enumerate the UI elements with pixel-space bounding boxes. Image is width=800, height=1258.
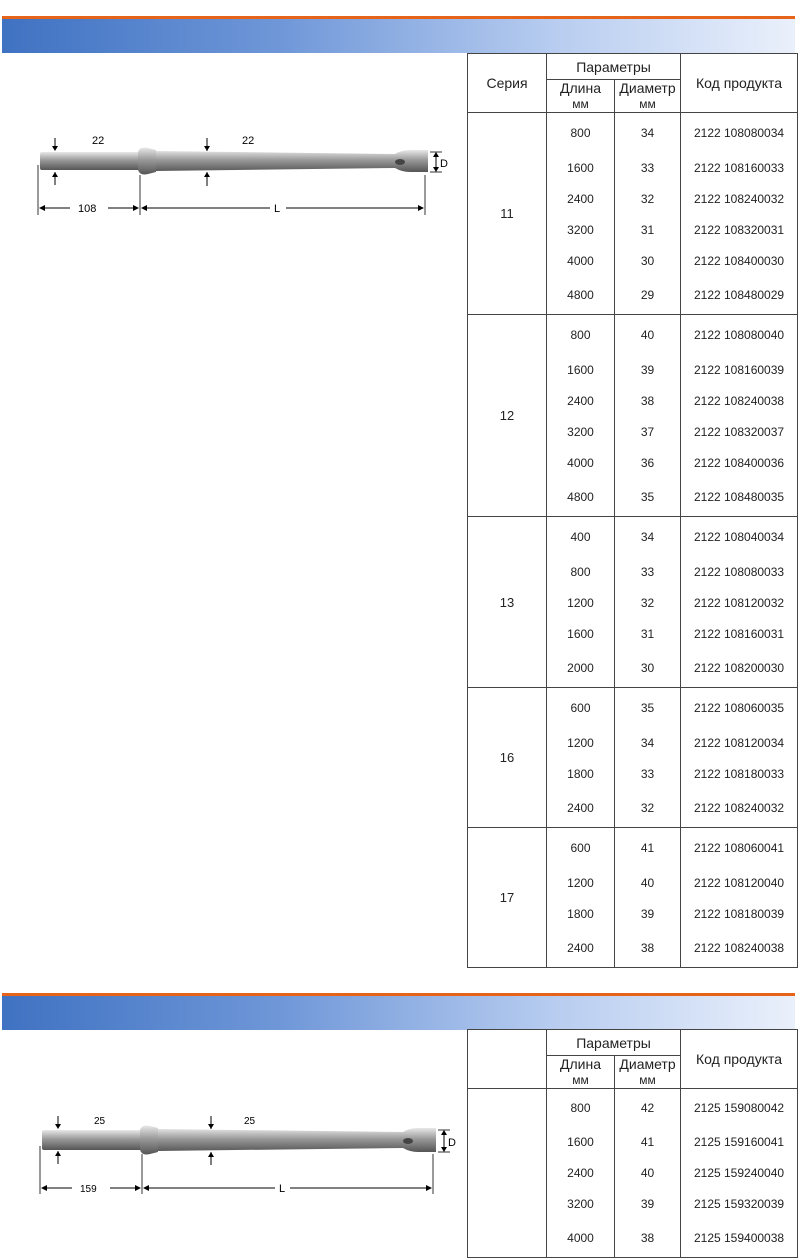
rod-body	[158, 1128, 436, 1152]
product-code-cell: 2122 108080033	[681, 557, 798, 588]
diameter-cell: 41	[615, 828, 681, 868]
diameter-cell: 38	[615, 386, 681, 417]
rod-collar	[140, 1126, 158, 1155]
diameter-cell: 35	[615, 688, 681, 728]
dim-left-diameter: 22	[92, 135, 105, 147]
diameter-cell: 33	[615, 557, 681, 588]
table-row	[468, 113, 798, 153]
product-code-cell: 2122 108480035	[681, 479, 798, 517]
header-diameter: Диаметр мм	[615, 80, 681, 113]
product-code-cell: 2122 108180039	[681, 899, 798, 930]
length-cell: 1600	[547, 355, 615, 386]
diameter-cell: 36	[615, 448, 681, 479]
product-table-2	[467, 1029, 798, 1258]
length-cell: 800	[547, 557, 615, 588]
length-cell: 4800	[547, 479, 615, 517]
diameter-cell: 40	[615, 868, 681, 899]
diameter-cell: 31	[615, 619, 681, 650]
diameter-cell: 40	[615, 1158, 681, 1189]
product-code-cell: 2122 108240038	[681, 386, 798, 417]
product-code-cell: 2122 108200030	[681, 650, 798, 688]
length-cell: 800	[547, 113, 615, 153]
length-cell: 1800	[547, 899, 615, 930]
header-length: Длина мм	[547, 80, 615, 113]
length-cell: 2400	[547, 930, 615, 968]
section-banner-2	[2, 993, 795, 1030]
product-code-cell: 2122 108120040	[681, 868, 798, 899]
length-cell: 3200	[547, 417, 615, 448]
header-series-empty	[468, 1030, 547, 1089]
length-cell: 2400	[547, 1158, 615, 1189]
header-code: Код продукта	[681, 1030, 798, 1089]
length-cell: 1800	[547, 759, 615, 790]
rod-collar	[138, 148, 156, 175]
length-cell: 1200	[547, 588, 615, 619]
diameter-cell: 34	[615, 113, 681, 153]
length-cell: 4000	[547, 246, 615, 277]
diameter-cell: 38	[615, 930, 681, 968]
product-code-cell: 2122 108160033	[681, 153, 798, 184]
header-code: Код продукта	[681, 54, 798, 113]
length-cell: 1200	[547, 728, 615, 759]
section-banner-1	[2, 16, 795, 53]
length-cell: 4800	[547, 277, 615, 315]
product-code-cell: 2122 108060035	[681, 688, 798, 728]
diameter-cell: 33	[615, 759, 681, 790]
diameter-cell: 41	[615, 1127, 681, 1158]
diameter-cell: 34	[615, 517, 681, 557]
product-code-cell: 2122 108160039	[681, 355, 798, 386]
length-cell: 600	[547, 688, 615, 728]
table-row	[468, 1089, 798, 1127]
length-cell: 3200	[547, 215, 615, 246]
dim-right-diameter: 25	[244, 1116, 256, 1127]
diameter-cell: 42	[615, 1089, 681, 1127]
dim-left-diameter: 25	[94, 1116, 106, 1127]
dim-diameter: D	[440, 158, 448, 170]
series-cell: 13	[468, 517, 547, 688]
series-cell: 16	[468, 688, 547, 828]
series-cell: 17	[468, 828, 547, 968]
diameter-cell: 30	[615, 246, 681, 277]
dim-length: L	[274, 203, 281, 215]
header-diameter: Диаметр мм	[615, 1056, 681, 1089]
dim-length: L	[279, 1183, 286, 1195]
table-row	[468, 315, 798, 355]
dim-shank-length: 159	[80, 1184, 97, 1195]
length-cell: 600	[547, 828, 615, 868]
diameter-cell: 38	[615, 1220, 681, 1258]
product-code-cell: 2122 108180033	[681, 759, 798, 790]
product-code-cell: 2125 159240040	[681, 1158, 798, 1189]
dim-right-diameter: 22	[242, 135, 255, 147]
diameter-cell: 30	[615, 650, 681, 688]
diameter-cell: 31	[615, 215, 681, 246]
length-cell: 800	[547, 315, 615, 355]
product-code-cell: 2122 108400036	[681, 448, 798, 479]
product-code-cell: 2122 108160031	[681, 619, 798, 650]
drill-rod-drawing-1	[30, 130, 450, 220]
length-cell: 400	[547, 517, 615, 557]
length-cell: 4000	[547, 1220, 615, 1258]
diameter-cell: 32	[615, 184, 681, 215]
length-cell: 3200	[547, 1189, 615, 1220]
product-code-cell: 2122 108480029	[681, 277, 798, 315]
product-code-cell: 2125 159080042	[681, 1089, 798, 1127]
table-row	[468, 828, 798, 868]
product-code-cell: 2122 108080034	[681, 113, 798, 153]
product-code-cell: 2125 159320039	[681, 1189, 798, 1220]
diameter-cell: 32	[615, 790, 681, 828]
product-code-cell: 2122 108240032	[681, 790, 798, 828]
header-length: Длина мм	[547, 1056, 615, 1089]
diameter-cell: 32	[615, 588, 681, 619]
product-code-cell: 2122 108240038	[681, 930, 798, 968]
series-cell: 11	[468, 113, 547, 315]
series-cell-empty	[468, 1089, 547, 1258]
length-cell: 2000	[547, 650, 615, 688]
length-cell: 1200	[547, 868, 615, 899]
product-code-cell: 2125 159160041	[681, 1127, 798, 1158]
diameter-cell: 35	[615, 479, 681, 517]
table-row	[468, 688, 798, 728]
product-code-cell: 2122 108120032	[681, 588, 798, 619]
length-cell: 4000	[547, 448, 615, 479]
header-params: Параметры	[547, 54, 681, 80]
diameter-cell: 29	[615, 277, 681, 315]
diameter-cell: 39	[615, 899, 681, 930]
product-code-cell: 2122 108400030	[681, 246, 798, 277]
length-cell: 2400	[547, 184, 615, 215]
diameter-cell: 37	[615, 417, 681, 448]
diameter-cell: 34	[615, 728, 681, 759]
product-code-cell: 2122 108240032	[681, 184, 798, 215]
length-cell: 1600	[547, 153, 615, 184]
dim-diameter: D	[448, 1137, 456, 1149]
product-code-cell: 2125 159400038	[681, 1220, 798, 1258]
header-params: Параметры	[547, 1030, 681, 1056]
length-cell: 1600	[547, 619, 615, 650]
rod-shank	[42, 1130, 142, 1150]
product-code-cell: 2122 108320031	[681, 215, 798, 246]
product-code-cell: 2122 108080040	[681, 315, 798, 355]
product-code-cell: 2122 108060041	[681, 828, 798, 868]
length-cell: 1600	[547, 1127, 615, 1158]
length-cell: 2400	[547, 386, 615, 417]
rod-body	[156, 150, 428, 172]
diameter-cell: 33	[615, 153, 681, 184]
series-cell: 12	[468, 315, 547, 517]
product-code-cell: 2122 108040034	[681, 517, 798, 557]
dim-shank-length: 108	[78, 203, 97, 215]
header-series: Серия	[468, 54, 547, 113]
diameter-cell: 39	[615, 355, 681, 386]
drill-rod-drawing-2	[30, 1108, 460, 1198]
length-cell: 800	[547, 1089, 615, 1127]
diameter-cell: 40	[615, 315, 681, 355]
product-table-1	[467, 53, 798, 968]
product-code-cell: 2122 108320037	[681, 417, 798, 448]
rod-shank	[40, 152, 140, 170]
table-row	[468, 517, 798, 557]
product-code-cell: 2122 108120034	[681, 728, 798, 759]
diameter-cell: 39	[615, 1189, 681, 1220]
length-cell: 2400	[547, 790, 615, 828]
